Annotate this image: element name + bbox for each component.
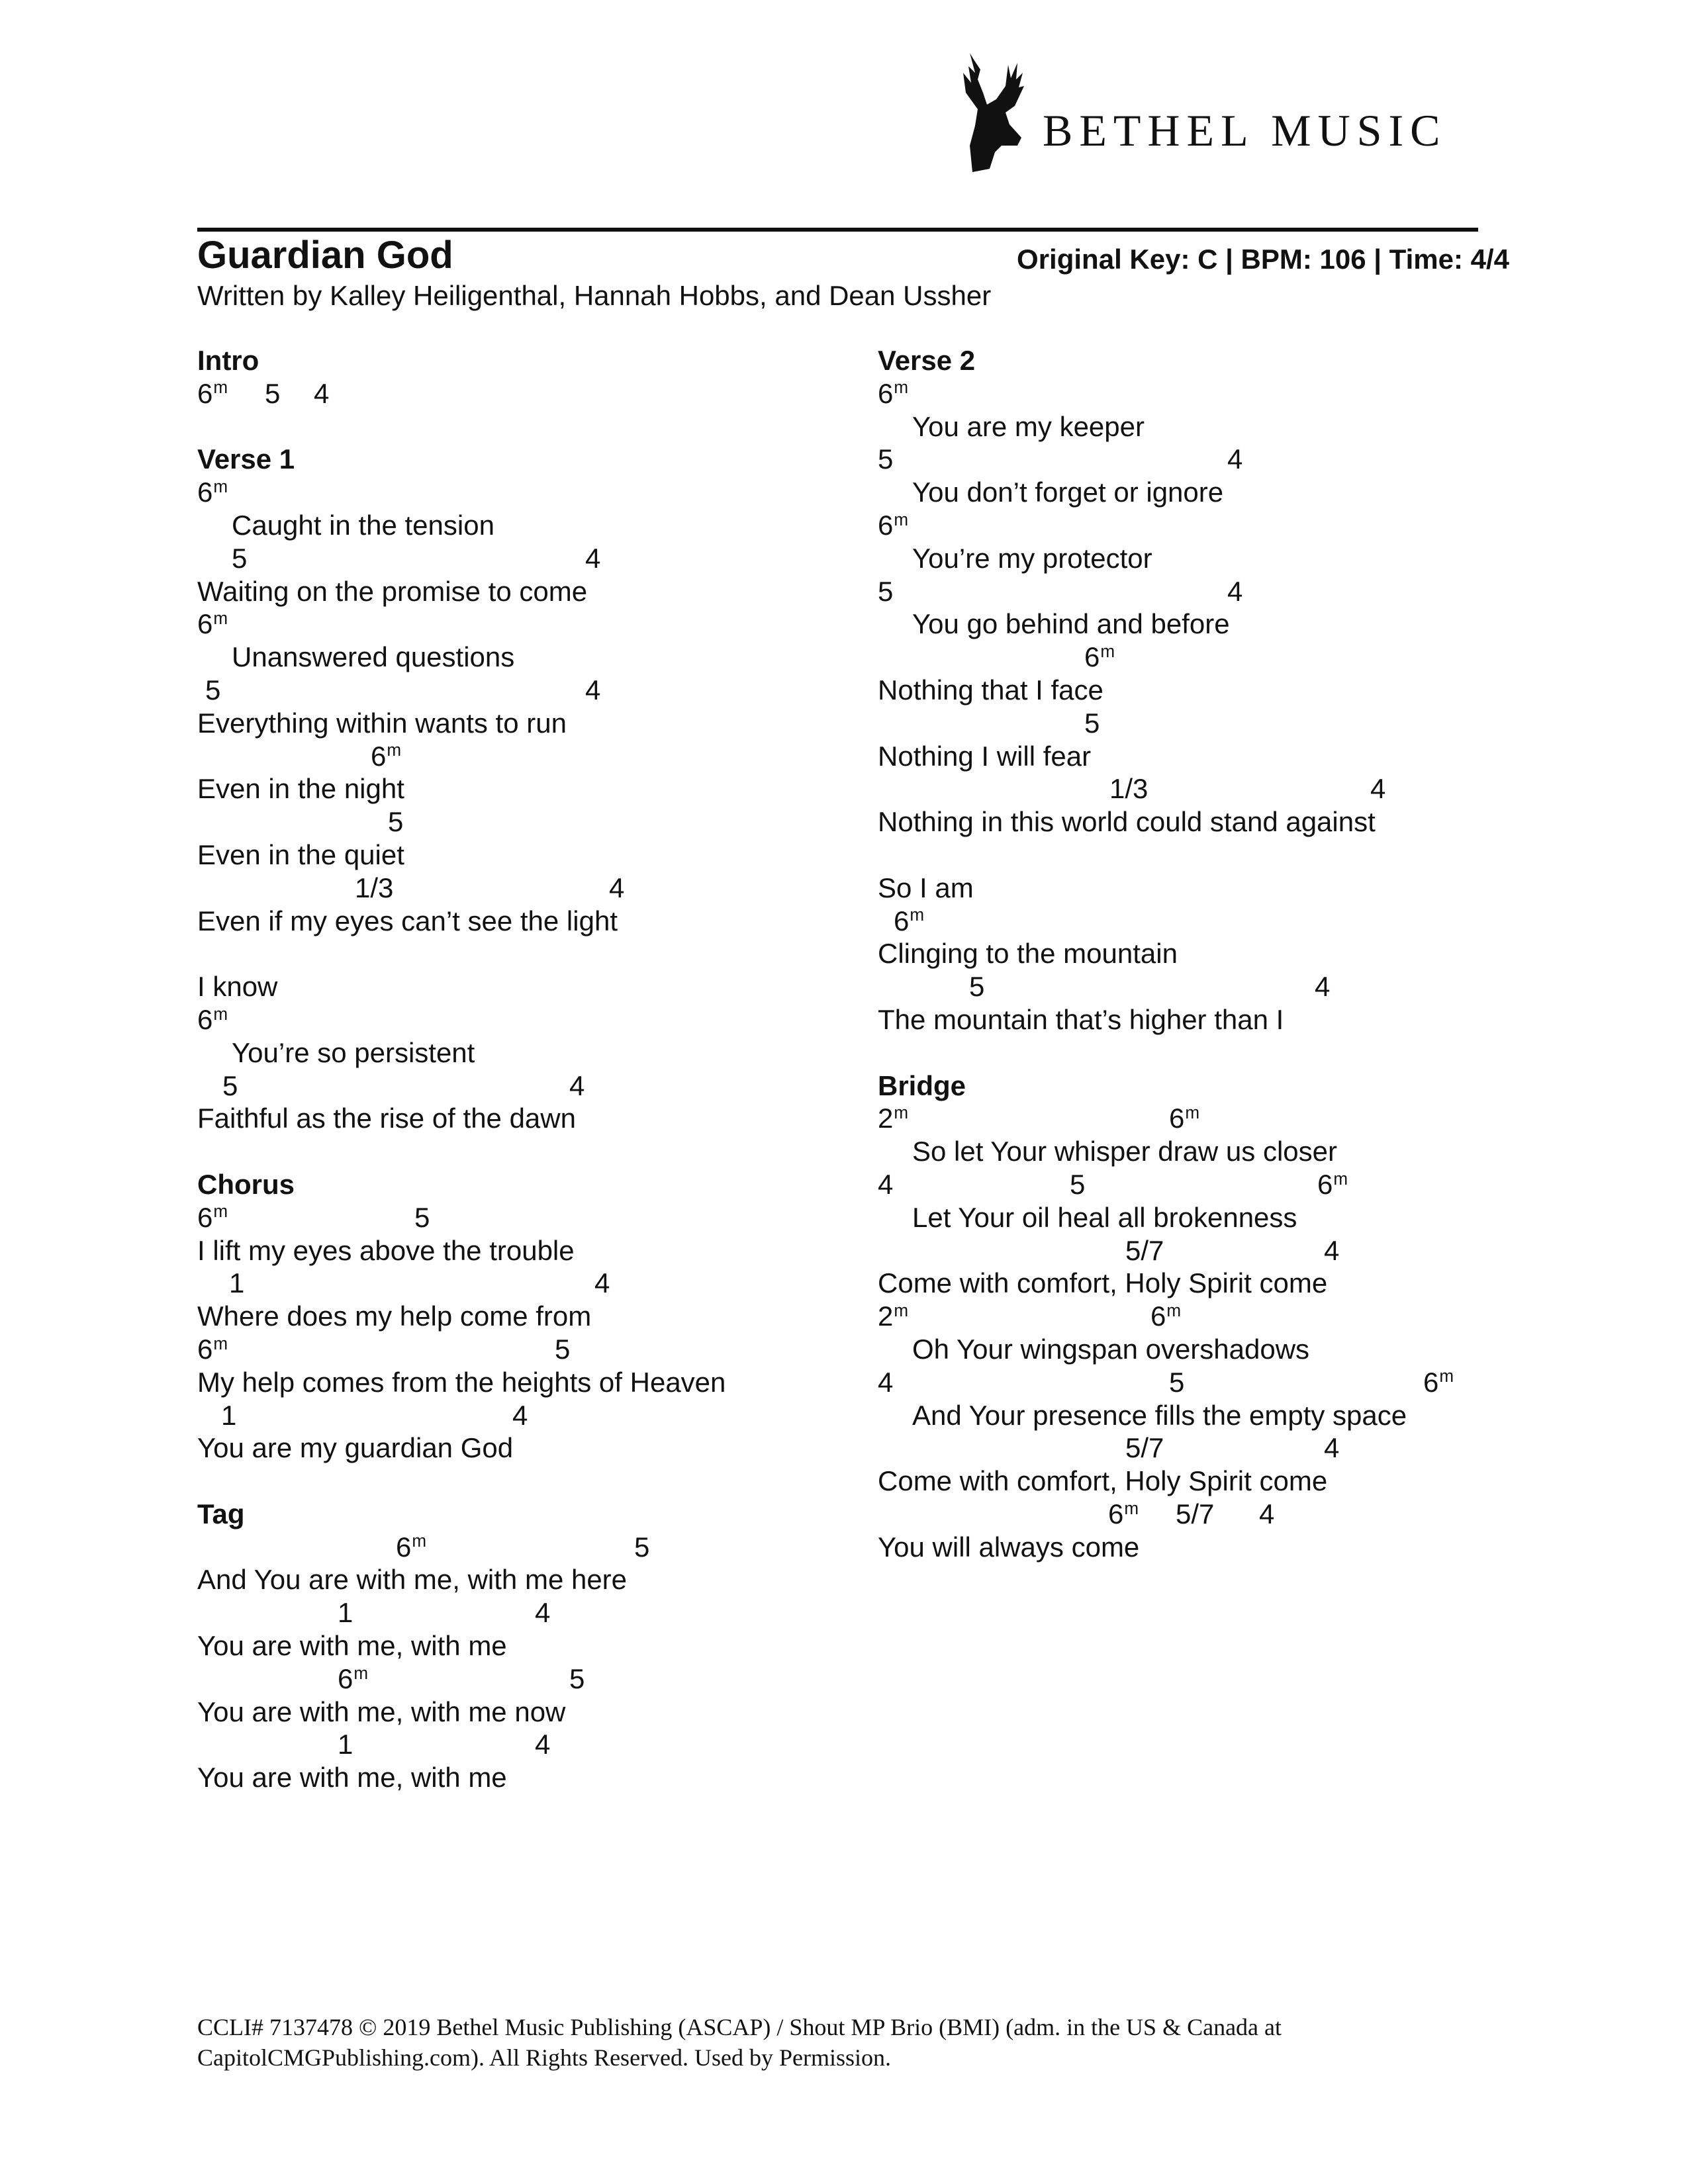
chord-line bbox=[197, 1728, 859, 1761]
section-gap bbox=[197, 1135, 859, 1168]
lyric-line: Unanswered questions bbox=[232, 641, 515, 673]
chord: 4 bbox=[1324, 1234, 1340, 1266]
chord-line bbox=[197, 674, 859, 707]
chord-line bbox=[878, 970, 1540, 1003]
lyric-line: Caught in the tension bbox=[232, 509, 494, 541]
section-heading: Tag bbox=[197, 1498, 245, 1529]
lyric-line: Everything within wants to run bbox=[197, 707, 567, 739]
chord: 5 bbox=[569, 1662, 585, 1694]
title-rule bbox=[197, 228, 1478, 232]
lyric-line: You go behind and before bbox=[912, 608, 1230, 640]
chord: 5 bbox=[1084, 707, 1100, 739]
chord-line bbox=[878, 707, 1540, 740]
section-gap bbox=[197, 410, 859, 443]
chord-line bbox=[878, 641, 1540, 674]
chord: 4 bbox=[585, 542, 601, 574]
song-meta: Original Key: C | BPM: 106 | Time: 4/4 bbox=[1017, 244, 1509, 275]
chord-line bbox=[878, 1498, 1540, 1531]
lyric-line: I know bbox=[197, 971, 278, 1003]
chord: 2$^m$ bbox=[878, 1103, 909, 1134]
chord-line bbox=[197, 1267, 859, 1300]
lyric-line: Let Your oil heal all brokenness bbox=[912, 1201, 1297, 1233]
chord: 4 bbox=[535, 1729, 551, 1760]
chord-line bbox=[878, 443, 1540, 476]
chord: 5 bbox=[414, 1201, 430, 1233]
chord-line bbox=[878, 772, 1540, 805]
lyric-line: You are with me, with me bbox=[197, 1762, 507, 1794]
section-gap bbox=[878, 1036, 1540, 1069]
chord: 6$^m$ bbox=[197, 1003, 228, 1035]
lyric-line: My help comes from the heights of Heaven bbox=[197, 1366, 726, 1398]
chord: 6$^m$ bbox=[197, 476, 228, 508]
lyric-line: And You are with me, with me here bbox=[197, 1564, 628, 1596]
chord: 5/7 bbox=[1125, 1234, 1164, 1266]
chord-line bbox=[878, 1168, 1540, 1201]
chord-line bbox=[878, 377, 1540, 410]
left-column bbox=[197, 344, 859, 1794]
chord-line bbox=[878, 1234, 1540, 1267]
right-column bbox=[878, 344, 1540, 1563]
chord: 6$^m$ bbox=[878, 509, 909, 541]
chord: 5 bbox=[265, 377, 281, 409]
lyric-line: So I am bbox=[878, 872, 974, 903]
chord: 6$^m$ bbox=[1423, 1366, 1454, 1398]
chord: 6$^m$ bbox=[197, 1201, 228, 1233]
chord-line bbox=[878, 905, 1540, 938]
lyric-line: Come with comfort, Holy Spirit come bbox=[878, 1465, 1328, 1497]
chord: 6$^m$ bbox=[1317, 1168, 1348, 1200]
chord-line bbox=[197, 377, 859, 410]
bethel-music-logo bbox=[943, 46, 1473, 179]
chord: 5 bbox=[634, 1531, 650, 1563]
lyric-line: Even if my eyes can’t see the light bbox=[197, 905, 618, 936]
chord: 1 bbox=[229, 1267, 245, 1299]
song-title: Guardian God bbox=[197, 234, 453, 277]
lyric-line: And Your presence fills the empty space bbox=[912, 1399, 1407, 1431]
section-heading: Intro bbox=[197, 345, 259, 376]
chord: 1/3 bbox=[1109, 773, 1149, 805]
chord: 4 bbox=[1370, 773, 1386, 805]
chord: 5 bbox=[878, 575, 894, 607]
chord: 5 bbox=[205, 674, 221, 705]
lyric-line: Where does my help come from bbox=[197, 1300, 592, 1332]
chord-line bbox=[878, 1432, 1540, 1465]
lyric-line: You are with me, with me now bbox=[197, 1696, 566, 1727]
lyric-line: You are my keeper bbox=[912, 410, 1145, 442]
chord: 4 bbox=[1227, 443, 1243, 475]
footer-line-1: CCLI# 7137478 © 2019 Bethel Music Publishing (ASCAP) / Shout MP Brio (BMI) (adm. in the US & Canada at bbox=[197, 2014, 1282, 2040]
chord: 5 bbox=[1070, 1168, 1086, 1200]
chord-line bbox=[197, 608, 859, 641]
lyric-line: You don’t forget or ignore bbox=[912, 477, 1224, 508]
chord: 4 bbox=[1259, 1498, 1275, 1529]
lyric-line: Waiting on the promise to come bbox=[197, 575, 588, 607]
lyric-line: I lift my eyes above the trouble bbox=[197, 1234, 575, 1266]
chord: 6$^m$ bbox=[197, 1333, 228, 1365]
lyric-line: So let Your whisper draw us closer bbox=[912, 1136, 1337, 1167]
chord: 6$^m$ bbox=[197, 608, 228, 640]
chord: 4 bbox=[1324, 1432, 1340, 1464]
chord: 6$^m$ bbox=[1169, 1103, 1200, 1134]
footer-line-2: CapitolCMGPublishing.com). All Rights Reserved. Used by Permission. bbox=[197, 2044, 892, 2071]
chord: 2$^m$ bbox=[878, 1300, 909, 1332]
chord-line bbox=[197, 740, 859, 773]
chord: 6$^m$ bbox=[197, 377, 228, 409]
chord: 5/7 bbox=[1176, 1498, 1215, 1529]
chord: 6$^m$ bbox=[338, 1662, 369, 1694]
chord: 5 bbox=[969, 971, 985, 1003]
chord: 5 bbox=[1169, 1366, 1185, 1398]
chord: 1/3 bbox=[355, 872, 394, 903]
chord-line bbox=[878, 1366, 1540, 1399]
chord-line bbox=[878, 509, 1540, 542]
song-credits: Written by Kalley Heiligenthal, Hannah Hobbs, and Dean Ussher bbox=[197, 280, 992, 311]
lyric-line: Nothing in this world could stand against bbox=[878, 806, 1376, 838]
chord: 5 bbox=[222, 1069, 238, 1101]
chord: 4 bbox=[878, 1366, 894, 1398]
chord-line bbox=[878, 1300, 1540, 1333]
chord-line bbox=[197, 1201, 859, 1234]
chord-line bbox=[197, 1399, 859, 1432]
chord: 4 bbox=[512, 1399, 528, 1431]
chord-line bbox=[197, 1531, 859, 1564]
chord: 4 bbox=[1315, 971, 1331, 1003]
chord: 6$^m$ bbox=[1108, 1498, 1139, 1529]
lyric-line: Come with comfort, Holy Spirit come bbox=[878, 1267, 1328, 1299]
chord: 4 bbox=[585, 674, 601, 705]
chord: 6$^m$ bbox=[396, 1531, 427, 1563]
chord-line bbox=[197, 1069, 859, 1103]
lyric-line: You are my guardian God bbox=[197, 1432, 514, 1464]
chord: 6$^m$ bbox=[878, 377, 909, 409]
chord-line bbox=[197, 1596, 859, 1629]
lyric-line: You’re my protector bbox=[912, 542, 1152, 574]
chord-line bbox=[878, 1102, 1540, 1135]
lyric-line: The mountain that’s higher than I bbox=[878, 1003, 1284, 1035]
chord-line bbox=[197, 805, 859, 839]
chord: 6$^m$ bbox=[894, 905, 925, 936]
chord: 4 bbox=[609, 872, 625, 903]
chord: 4 bbox=[535, 1597, 551, 1629]
section-heading: Verse 1 bbox=[197, 443, 295, 475]
chord: 4 bbox=[314, 377, 330, 409]
chord: 5 bbox=[388, 806, 404, 838]
chord-line bbox=[197, 1003, 859, 1036]
section-heading: Verse 2 bbox=[878, 345, 976, 376]
chord: 1 bbox=[338, 1729, 353, 1760]
lyric-line: Even in the night bbox=[197, 773, 404, 805]
lyric-line: Even in the quiet bbox=[197, 839, 404, 870]
chord-line bbox=[878, 575, 1540, 608]
chord-line bbox=[197, 1333, 859, 1366]
section-gap bbox=[197, 1465, 859, 1498]
chord-line bbox=[197, 542, 859, 575]
chord: 5 bbox=[555, 1333, 571, 1365]
lyric-line: Oh Your wingspan overshadows bbox=[912, 1333, 1310, 1365]
chord: 4 bbox=[878, 1168, 894, 1200]
chord: 1 bbox=[338, 1597, 353, 1629]
chord: 6$^m$ bbox=[371, 740, 402, 772]
chord: 4 bbox=[569, 1069, 585, 1101]
chord: 5 bbox=[878, 443, 894, 475]
logo-text: BETHEL MUSIC bbox=[1043, 105, 1447, 156]
chord: 5 bbox=[232, 542, 248, 574]
lyric-line: Nothing I will fear bbox=[878, 740, 1092, 772]
blank-line bbox=[878, 839, 1540, 872]
lyric-line: Faithful as the rise of the dawn bbox=[197, 1103, 576, 1134]
chord: 5/7 bbox=[1125, 1432, 1164, 1464]
chord: 4 bbox=[1227, 575, 1243, 607]
chord: 4 bbox=[594, 1267, 610, 1299]
copyright-footer bbox=[197, 2012, 1488, 2073]
lyric-line: Clinging to the mountain bbox=[878, 938, 1178, 970]
chord-line bbox=[197, 872, 859, 905]
blank-line bbox=[197, 937, 859, 970]
lyric-line: You’re so persistent bbox=[232, 1036, 475, 1068]
chord: 1 bbox=[221, 1399, 237, 1431]
lyric-line: You will always come bbox=[878, 1531, 1140, 1563]
section-heading: Chorus bbox=[197, 1168, 295, 1200]
lyric-line: You are with me, with me bbox=[197, 1630, 507, 1662]
lyric-line: Nothing that I face bbox=[878, 674, 1103, 705]
section-heading: Bridge bbox=[878, 1069, 966, 1101]
chord-line bbox=[197, 476, 859, 509]
chord-line bbox=[197, 1662, 859, 1696]
stag-head-icon bbox=[943, 46, 1029, 179]
chord: 6$^m$ bbox=[1084, 641, 1115, 673]
chord: 6$^m$ bbox=[1150, 1300, 1182, 1332]
